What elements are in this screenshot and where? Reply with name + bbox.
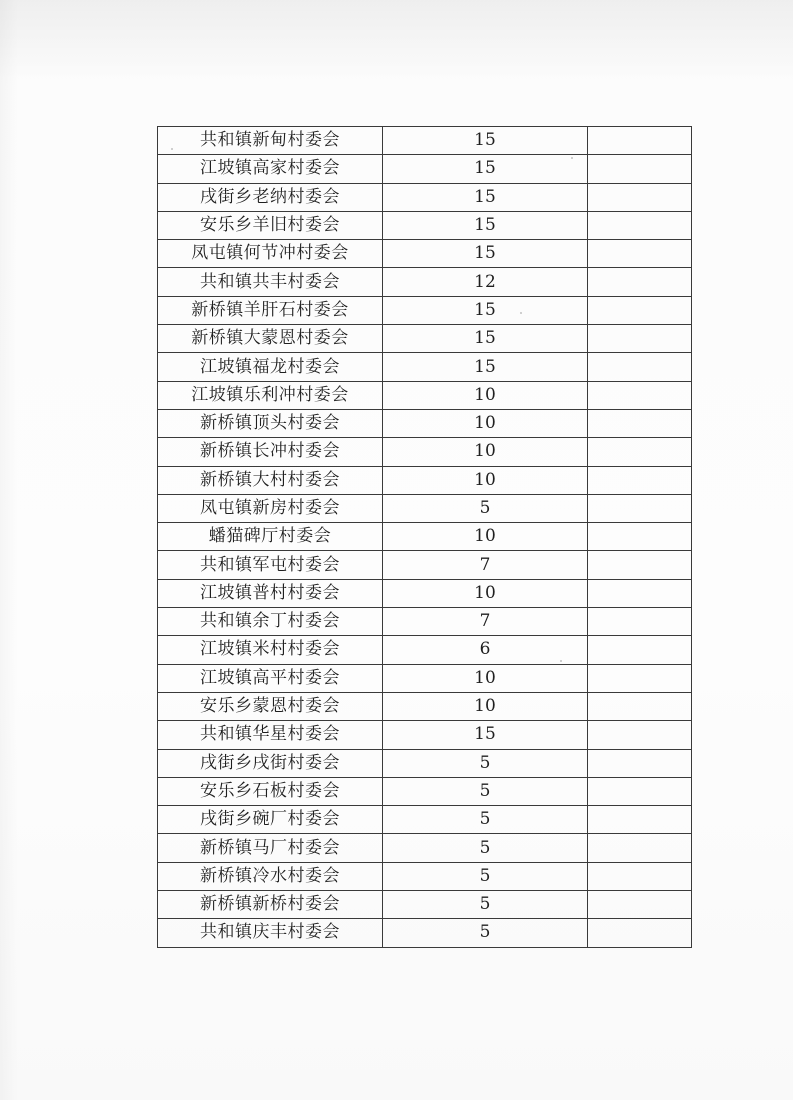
village-name-cell: 江坡镇米村村委会 bbox=[158, 636, 383, 664]
remark-cell bbox=[588, 664, 692, 692]
table-row bbox=[158, 834, 692, 862]
count-cell: 5 bbox=[383, 919, 588, 947]
table-row bbox=[158, 862, 692, 890]
remark-cell bbox=[588, 834, 692, 862]
table-row bbox=[158, 523, 692, 551]
remark-cell bbox=[588, 466, 692, 494]
scan-speck bbox=[571, 157, 573, 159]
count-cell: 15 bbox=[383, 240, 588, 268]
table-row bbox=[158, 409, 692, 437]
count-cell: 15 bbox=[383, 296, 588, 324]
remark-cell bbox=[588, 749, 692, 777]
remark-cell bbox=[588, 551, 692, 579]
table-row bbox=[158, 155, 692, 183]
remark-cell bbox=[588, 296, 692, 324]
count-cell: 15 bbox=[383, 353, 588, 381]
count-cell: 10 bbox=[383, 409, 588, 437]
village-name-cell: 安乐乡石板村委会 bbox=[158, 777, 383, 805]
remark-cell bbox=[588, 240, 692, 268]
count-cell: 15 bbox=[383, 127, 588, 155]
village-name-cell: 共和镇新甸村委会 bbox=[158, 127, 383, 155]
village-name-cell: 江坡镇福龙村委会 bbox=[158, 353, 383, 381]
village-name-cell: 江坡镇乐利冲村委会 bbox=[158, 381, 383, 409]
village-name-cell: 新桥镇冷水村委会 bbox=[158, 862, 383, 890]
table-row bbox=[158, 551, 692, 579]
village-name-cell: 共和镇余丁村委会 bbox=[158, 608, 383, 636]
count-cell: 15 bbox=[383, 183, 588, 211]
table-row bbox=[158, 183, 692, 211]
village-name-cell: 新桥镇马厂村委会 bbox=[158, 834, 383, 862]
count-cell: 10 bbox=[383, 523, 588, 551]
village-name-cell: 共和镇华星村委会 bbox=[158, 721, 383, 749]
count-cell: 7 bbox=[383, 608, 588, 636]
remark-cell bbox=[588, 579, 692, 607]
remark-cell bbox=[588, 268, 692, 296]
count-cell: 15 bbox=[383, 325, 588, 353]
scan-speck bbox=[171, 148, 173, 150]
count-cell: 15 bbox=[383, 721, 588, 749]
count-cell: 10 bbox=[383, 579, 588, 607]
scan-speck bbox=[560, 660, 562, 662]
table-row bbox=[158, 127, 692, 155]
table-row bbox=[158, 608, 692, 636]
table-row bbox=[158, 919, 692, 947]
count-cell: 5 bbox=[383, 806, 588, 834]
village-name-cell: 凤屯镇新房村委会 bbox=[158, 494, 383, 522]
count-cell: 15 bbox=[383, 155, 588, 183]
remark-cell bbox=[588, 353, 692, 381]
remark-cell bbox=[588, 211, 692, 239]
remark-cell bbox=[588, 127, 692, 155]
remark-cell bbox=[588, 494, 692, 522]
village-name-cell: 新桥镇大蒙恩村委会 bbox=[158, 325, 383, 353]
table-row bbox=[158, 296, 692, 324]
village-name-cell: 新桥镇新桥村委会 bbox=[158, 891, 383, 919]
table-row bbox=[158, 325, 692, 353]
village-quota-table bbox=[157, 126, 692, 948]
table-row bbox=[158, 494, 692, 522]
village-name-cell: 安乐乡蒙恩村委会 bbox=[158, 692, 383, 720]
table-row bbox=[158, 664, 692, 692]
remark-cell bbox=[588, 325, 692, 353]
village-name-cell: 江坡镇普村村委会 bbox=[158, 579, 383, 607]
count-cell: 5 bbox=[383, 891, 588, 919]
count-cell: 5 bbox=[383, 749, 588, 777]
table-row bbox=[158, 268, 692, 296]
remark-cell bbox=[588, 608, 692, 636]
village-name-cell: 戌街乡碗厂村委会 bbox=[158, 806, 383, 834]
remark-cell bbox=[588, 721, 692, 749]
table-row bbox=[158, 438, 692, 466]
count-cell: 5 bbox=[383, 494, 588, 522]
village-name-cell: 新桥镇大村村委会 bbox=[158, 466, 383, 494]
count-cell: 5 bbox=[383, 834, 588, 862]
remark-cell bbox=[588, 438, 692, 466]
village-name-cell: 江坡镇高家村委会 bbox=[158, 155, 383, 183]
table-row bbox=[158, 240, 692, 268]
village-name-cell: 戌街乡戌街村委会 bbox=[158, 749, 383, 777]
remark-cell bbox=[588, 891, 692, 919]
count-cell: 15 bbox=[383, 211, 588, 239]
village-name-cell: 戌街乡老纳村委会 bbox=[158, 183, 383, 211]
remark-cell bbox=[588, 636, 692, 664]
table-row bbox=[158, 579, 692, 607]
count-cell: 7 bbox=[383, 551, 588, 579]
table-row bbox=[158, 466, 692, 494]
table-row bbox=[158, 891, 692, 919]
village-name-cell: 共和镇共丰村委会 bbox=[158, 268, 383, 296]
table-row bbox=[158, 381, 692, 409]
village-name-cell: 共和镇军屯村委会 bbox=[158, 551, 383, 579]
village-name-cell: 蟠猫碑厅村委会 bbox=[158, 523, 383, 551]
count-cell: 5 bbox=[383, 862, 588, 890]
table-row bbox=[158, 749, 692, 777]
village-name-cell: 安乐乡羊旧村委会 bbox=[158, 211, 383, 239]
village-name-cell: 新桥镇长冲村委会 bbox=[158, 438, 383, 466]
table-row bbox=[158, 636, 692, 664]
count-cell: 5 bbox=[383, 777, 588, 805]
count-cell: 6 bbox=[383, 636, 588, 664]
table-row bbox=[158, 353, 692, 381]
table-body bbox=[158, 127, 692, 948]
table-row bbox=[158, 777, 692, 805]
table-row bbox=[158, 692, 692, 720]
village-name-cell: 新桥镇顶头村委会 bbox=[158, 409, 383, 437]
remark-cell bbox=[588, 862, 692, 890]
scan-top-shadow bbox=[0, 0, 793, 80]
table-row bbox=[158, 211, 692, 239]
remark-cell bbox=[588, 777, 692, 805]
count-cell: 12 bbox=[383, 268, 588, 296]
scan-speck bbox=[520, 312, 522, 314]
count-cell: 10 bbox=[383, 466, 588, 494]
remark-cell bbox=[588, 155, 692, 183]
village-name-cell: 共和镇庆丰村委会 bbox=[158, 919, 383, 947]
remark-cell bbox=[588, 523, 692, 551]
remark-cell bbox=[588, 183, 692, 211]
table-row bbox=[158, 721, 692, 749]
village-name-cell: 新桥镇羊肝石村委会 bbox=[158, 296, 383, 324]
remark-cell bbox=[588, 692, 692, 720]
remark-cell bbox=[588, 919, 692, 947]
village-name-cell: 江坡镇高平村委会 bbox=[158, 664, 383, 692]
count-cell: 10 bbox=[383, 438, 588, 466]
remark-cell bbox=[588, 409, 692, 437]
remark-cell bbox=[588, 381, 692, 409]
table-row bbox=[158, 806, 692, 834]
count-cell: 10 bbox=[383, 664, 588, 692]
village-name-cell: 凤屯镇何节冲村委会 bbox=[158, 240, 383, 268]
count-cell: 10 bbox=[383, 692, 588, 720]
remark-cell bbox=[588, 806, 692, 834]
scan-left-shadow bbox=[0, 0, 18, 1100]
count-cell: 10 bbox=[383, 381, 588, 409]
